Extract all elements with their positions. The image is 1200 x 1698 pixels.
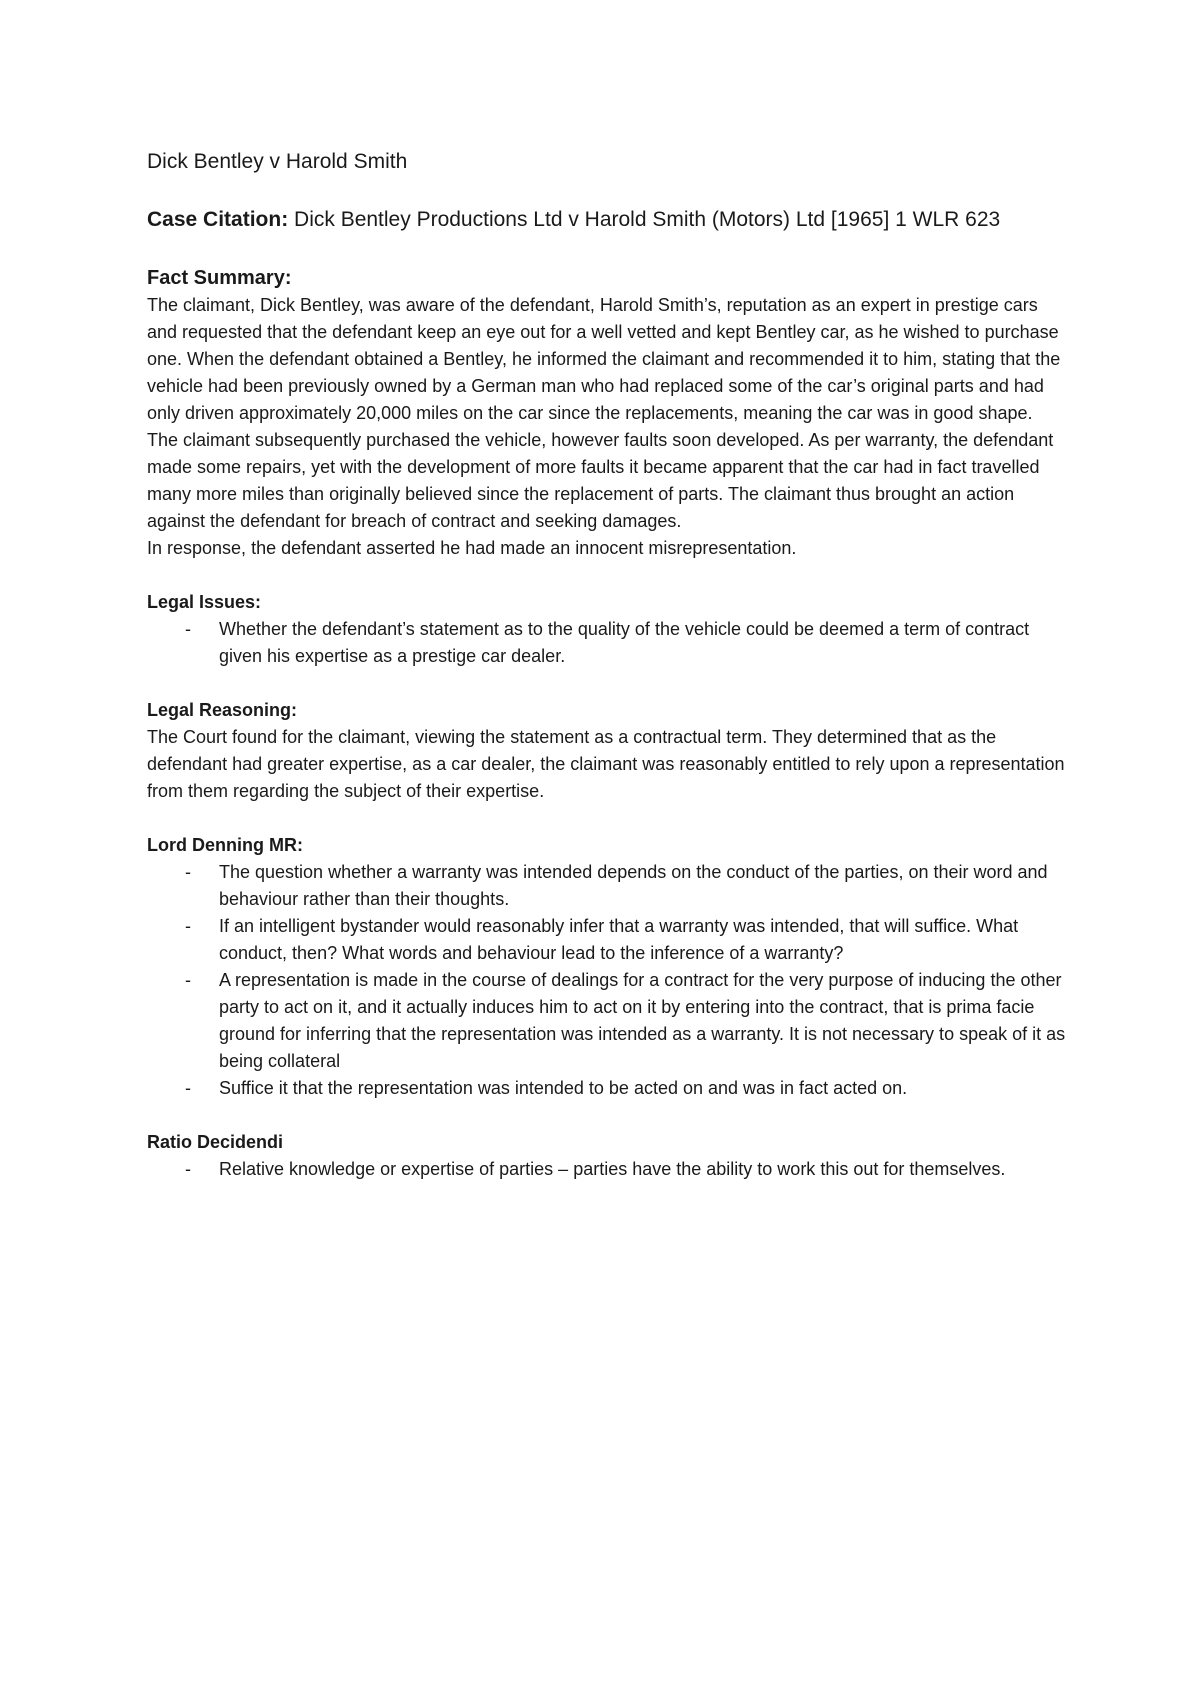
dash-bullet: - [185,916,191,936]
case-citation [147,206,1067,234]
dash-bullet: - [185,862,191,882]
ratio-decidendi-section [147,1129,1067,1183]
dash-bullet: - [185,970,191,990]
lord-denning-heading: Lord Denning MR: [147,835,303,855]
ratio-decidendi-heading: Ratio Decidendi [147,1132,284,1152]
list-item [147,913,1067,967]
fact-summary-heading: Fact Summary: [147,267,292,289]
ratio-decidendi-list [147,1156,1067,1183]
legal-issues-heading: Legal Issues: [147,592,262,612]
list-item-text: Suffice it that the representation was intended to be acted on and was in fact acted on. [219,1078,908,1098]
list-item-text: If an intelligent bystander would reasonably infer that a warranty was intended, that will suffice. What conduct, then? What words and behaviour lead to the inference of a warranty? [219,916,1019,963]
list-item [147,1156,1067,1183]
legal-reasoning-section [147,697,1067,805]
case-citation-label: Case Citation: [147,208,289,231]
lord-denning-section [147,832,1067,1102]
case-citation-text: Dick Bentley Productions Ltd v Harold Smith (Motors) Ltd [1965] 1 WLR 623 [294,208,1001,231]
list-item-text: Whether the defendant’s statement as to the quality of the vehicle could be deemed a term of contract given his expertise as a prestige car dealer. [219,619,1030,666]
legal-reasoning-heading: Legal Reasoning: [147,700,298,720]
fact-summary-response: In response, the defendant asserted he had made an innocent misrepresentation. [147,538,797,558]
list-item-text: Relative knowledge or expertise of parties – parties have the ability to work this out for themselves. [219,1159,1006,1179]
document-content [147,148,1067,1210]
list-item-text: A representation is made in the course of dealings for a contract for the very purpose of inducing the other party to act on it, and it actually induces him to act on it by entering into the contract, that is prima facie ground for inferring that the representation was intended as a warranty. It is not necessary to speak of it as being collateral [219,970,1066,1071]
list-item [147,1075,1067,1102]
document-title: Dick Bentley v Harold Smith [147,150,408,173]
fact-summary-section [147,264,1067,562]
list-item [147,859,1067,913]
legal-issues-list [147,616,1067,670]
dash-bullet: - [185,1159,191,1179]
list-item-text: The question whether a warranty was intended depends on the conduct of the parties, on their word and behaviour rather than their thoughts. [219,862,1048,909]
dash-bullet: - [185,1078,191,1098]
legal-issues-section [147,589,1067,670]
dash-bullet: - [185,619,191,639]
fact-summary-body: The claimant, Dick Bentley, was aware of the defendant, Harold Smith’s, reputation as an expert in prestige cars and requested that the defendant keep an eye out for a well vetted and kept Bentley car, as he wished to purchase one. When the defendant obtained a Bentley, he informed the claimant and recommended it to him, stating that the vehicle had been previously owned by a German man who had replaced some of the car’s original parts and had only driven approximately 20,000 miles on the car since the replacements, meaning the car was in good shape. The claimant subsequently purchased the vehicle, however faults soon developed. As per warranty, the defendant made some repairs, yet with the development of more faults it became apparent that the car had in fact travelled many more miles than originally believed since the replacement of parts. The claimant thus brought an action against the defendant for breach of contract and seeking damages. [147,295,1061,531]
lord-denning-list [147,859,1067,1102]
legal-reasoning-body: The Court found for the claimant, viewing the statement as a contractual term. They determined that as the defendant had greater expertise, as a car dealer, the claimant was reasonably entitled to rely upon a representation from them regarding the subject of their expertise. [147,727,1065,801]
list-item [147,616,1067,670]
list-item [147,967,1067,1075]
